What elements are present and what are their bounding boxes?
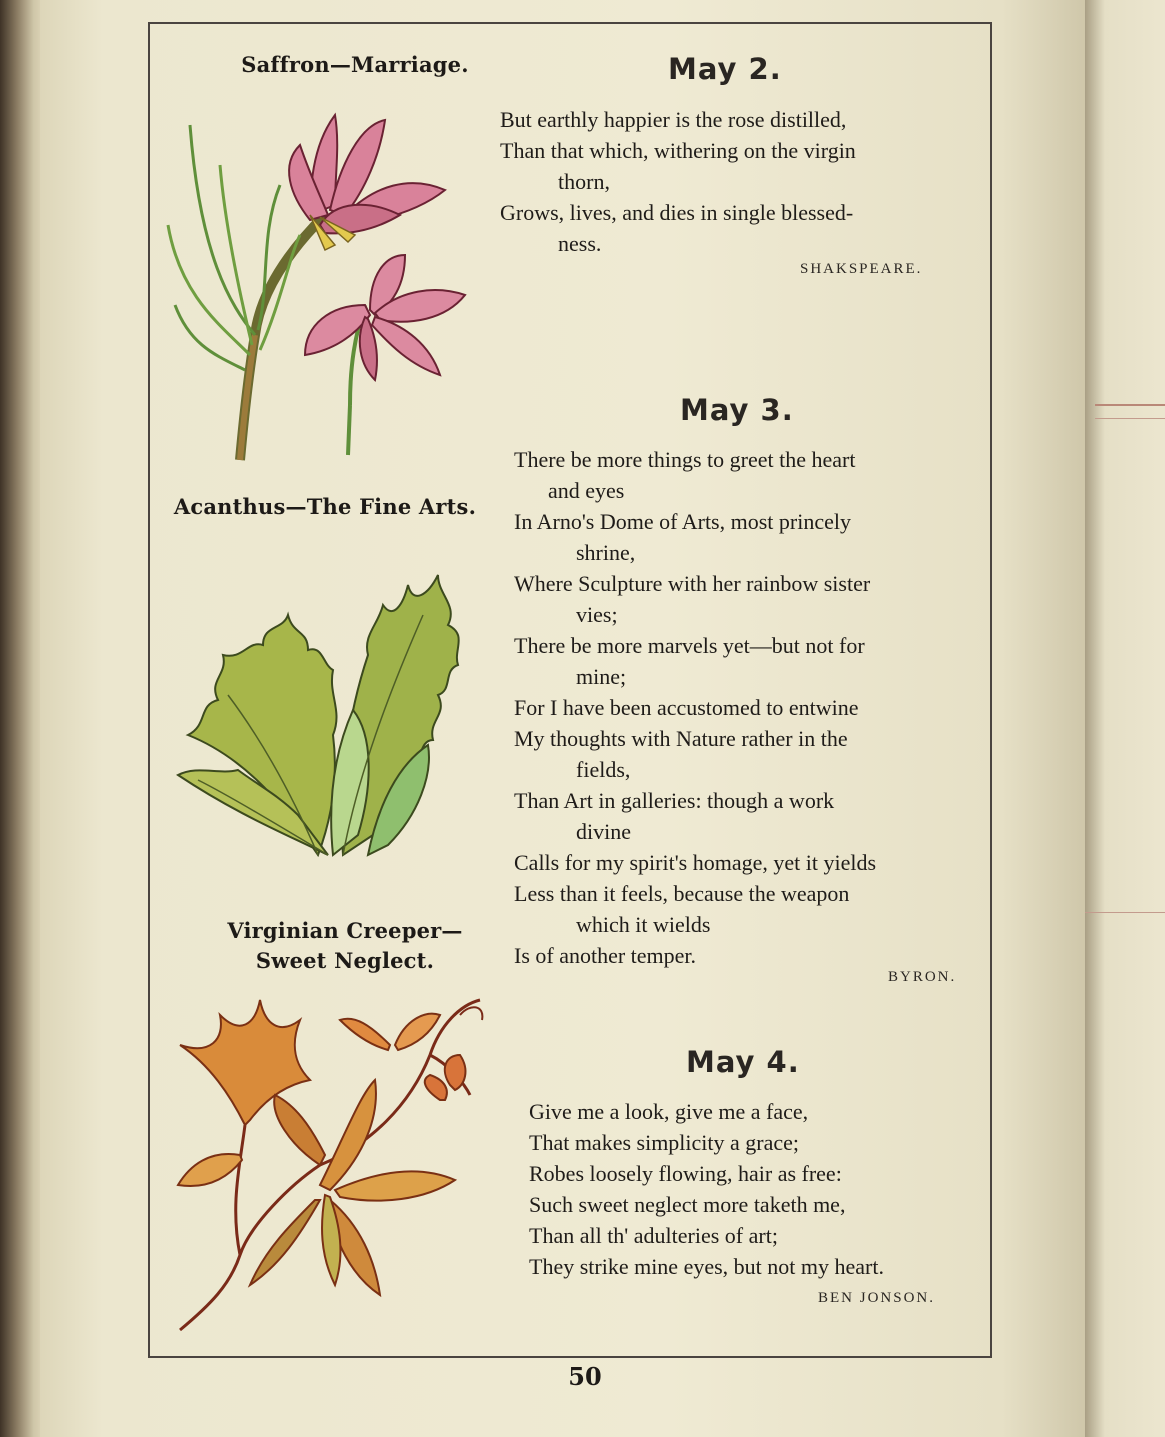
poem-line: Robes loosely flowing, hair as free: [529, 1161, 842, 1186]
entry-date: May 3. [680, 393, 794, 427]
poem-line: But earthly happier is the rose distilled, [500, 107, 847, 132]
poem-may-4 [529, 1096, 884, 1282]
poem-line: Grows, lives, and dies in single blessed- [500, 200, 854, 225]
poem-line: For I have been accustomed to entwine [514, 695, 859, 720]
poem-line: That makes simplicity a grace; [529, 1130, 800, 1155]
adjacent-page-edge [1085, 0, 1165, 1437]
poem-line: thorn, [558, 169, 610, 194]
caption-acanthus [160, 492, 490, 522]
poem-line: Than all th' adulteries of art; [529, 1223, 778, 1248]
author-attribution: BYRON. [888, 969, 957, 985]
poem-line: Such sweet neglect more taketh me, [529, 1192, 846, 1217]
page-number: 50 [568, 1362, 602, 1391]
poem-line: My thoughts with Nature rather in the [514, 726, 848, 751]
poem-line: mine; [576, 664, 627, 689]
poem-line: Than Art in galleries: though a work [514, 788, 835, 813]
author-attribution: BEN JONSON. [818, 1290, 936, 1306]
adjacent-page-rule [1085, 912, 1165, 913]
caption-line: Acanthus—The Fine Arts. [173, 494, 477, 519]
poem-line: shrine, [576, 540, 636, 565]
poem-line: In Arno's Dome of Arts, most princely [514, 509, 851, 534]
poem-may-3 [514, 444, 876, 971]
adjacent-page-rule [1095, 404, 1165, 406]
poem-line: Give me a look, give me a face, [529, 1099, 809, 1124]
poem-line: divine [576, 819, 631, 844]
poem-line: Calls for my spirit's homage, yet it yields [514, 850, 877, 875]
virginian-creeper-illustration [170, 985, 495, 1335]
author-attribution: SHAKSPEARE. [800, 261, 923, 277]
entry-date: May 2. [668, 52, 782, 86]
poem-line: ness. [558, 231, 602, 256]
caption-saffron [160, 50, 550, 80]
caption-line: Sweet Neglect. [255, 948, 435, 973]
poem-line: Is of another temper. [514, 943, 697, 968]
poem-line: which it wields [576, 912, 711, 937]
caption-line: Saffron—Marriage. [241, 52, 469, 77]
poem-line: fields, [576, 757, 631, 782]
poem-line: vies; [576, 602, 618, 627]
adjacent-page-rule [1095, 418, 1165, 419]
poem-line: There be more marvels yet—but not for [514, 633, 865, 658]
poem-line: Less than it feels, because the weapon [514, 881, 850, 906]
poem-line: Where Sculpture with her rainbow sister [514, 571, 871, 596]
poem-line: They strike mine eyes, but not my heart. [529, 1254, 884, 1279]
entry-date: May 4. [686, 1045, 800, 1079]
acanthus-leaf-illustration [168, 535, 478, 865]
caption-virginian-creeper [160, 916, 530, 976]
poem-line: and eyes [548, 478, 625, 503]
poem-line: There be more things to greet the heart [514, 447, 856, 472]
poem-line: Than that which, withering on the virgin [500, 138, 856, 163]
poem-may-2 [500, 104, 856, 259]
saffron-flower-illustration [160, 105, 480, 465]
caption-line: Virginian Creeper— [227, 918, 463, 943]
